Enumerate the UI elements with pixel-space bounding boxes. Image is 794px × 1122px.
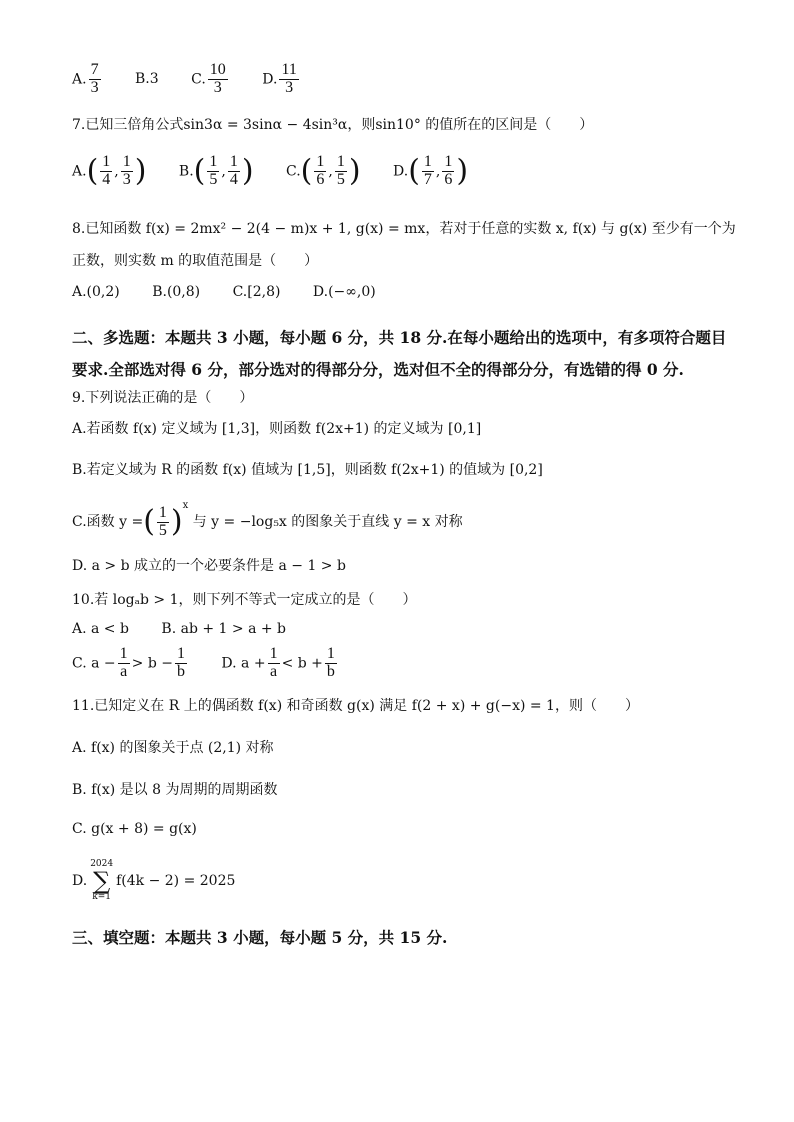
q8-option-c: C.[2,8) (232, 284, 281, 300)
q10-options-ab (72, 621, 314, 637)
q10-stem: 10.若 logₐb > 1，则下列不等式一定成立的是（ ） (72, 592, 417, 608)
fraction: $\frac{11}{3}$ (281, 61, 297, 96)
q8-stem-line1: 8.已知函数 f(x) = 2mx² − 2(4 − m)x + 1, g(x) = mx，若对于任意的实数 x, f(x) 与 g(x) 至少有一个为 (72, 221, 736, 237)
fraction: $\frac{7}{3}$ (90, 61, 99, 96)
q11-option-b: B. f(x) 是以 8 为周期的周期函数 (72, 782, 278, 798)
q7-option-d: D.( $\frac{1}{7}$ , $\frac{1}{6}$ ) (393, 153, 469, 189)
q8-option-d: D.(−∞,0) (312, 284, 376, 300)
q11-option-d: D. 2024 ∑ k=1 f(4k − 2) = 2025 (72, 859, 236, 902)
q10-option-b: B. ab + 1 > a + b (161, 621, 287, 637)
q10-option-a: A. a < b (72, 621, 129, 637)
q7-option-b: B.( $\frac{1}{5}$ , $\frac{1}{4}$ ) (178, 153, 254, 189)
q10-option-d: D. a + $\frac{1}{a}$ < b + $\frac{1}{b}$ (221, 645, 335, 680)
q11-option-a: A. f(x) 的图象关于点 (2,1) 对称 (72, 740, 274, 756)
q7-option-c: C.( $\frac{1}{6}$ , $\frac{1}{5}$ ) (286, 153, 361, 189)
q7-stem: 7.已知三倍角公式sin3α = 3sinα − 4sin³α，则sin10° 的值所在的区间是（ ） (72, 117, 594, 133)
q9-option-a: A.若函数 f(x) 定义域为 [1,3]，则函数 f(2x+1) 的定义域为 [0,1] (72, 421, 482, 437)
q7-option-a: A.( $\frac{1}{4}$ , $\frac{1}{3}$ ) (72, 153, 147, 189)
q9-option-b: B.若定义域为 R 的函数 f(x) 值域为 [1,5]，则函数 f(2x+1) 的值域为 [0,2] (72, 462, 543, 478)
q11-option-c: C. g(x + 8) = g(x) (72, 821, 197, 837)
q10-option-c: C. a − $\frac{1}{a}$ > b − $\frac{1}{b}$ (72, 645, 185, 680)
section3-heading: 三、填空题：本题共 3 小题，每小题 5 分，共 15 分. (72, 928, 448, 947)
section2-heading-line2: 要求.全部选对得 6 分，部分选对的得部分分，选对但不全的得部分分，有选错的得 0 分. (72, 360, 684, 379)
q11-stem: 11.已知定义在 R 上的偶函数 f(x) 和奇函数 g(x) 满足 f(2 + x) + g(−x) = 1，则（ ） (72, 698, 639, 714)
q6-options (72, 62, 329, 97)
q10-options-cd (72, 646, 367, 681)
q6-option-d: D. $\frac{11}{3}$ (262, 61, 297, 96)
q8-option-b: B.(0,8) (152, 284, 201, 300)
q6-option-a: A. $\frac{7}{3}$ (72, 61, 99, 96)
fraction: $\frac{10}{3}$ (209, 61, 226, 96)
q9-stem: 9.下列说法正确的是（ ） (72, 390, 254, 406)
q6-option-c: C. $\frac{10}{3}$ (191, 61, 226, 96)
q9-option-c: C.函数 y =( $\frac{1}{5}$ )$^x$ 与 y = −log₅x 的图象关于直线 y = x 对称 (72, 500, 463, 539)
section2-heading-line1: 二、多选题：本题共 3 小题，每小题 6 分，共 18 分.在每小题给出的选项中，有多项符合题目 (72, 328, 727, 347)
q8-stem-line2: 正数，则实数 m 的取值范围是（ ） (72, 253, 319, 269)
q6-option-b: B.3 (135, 71, 159, 88)
summation: 2024 ∑ k=1 (90, 859, 114, 902)
q9-option-d: D. a > b 成立的一个必要条件是 a − 1 > b (72, 558, 346, 574)
q8-options (72, 284, 404, 300)
q8-option-a: A.(0,2) (72, 284, 120, 300)
q7-options (72, 154, 496, 189)
